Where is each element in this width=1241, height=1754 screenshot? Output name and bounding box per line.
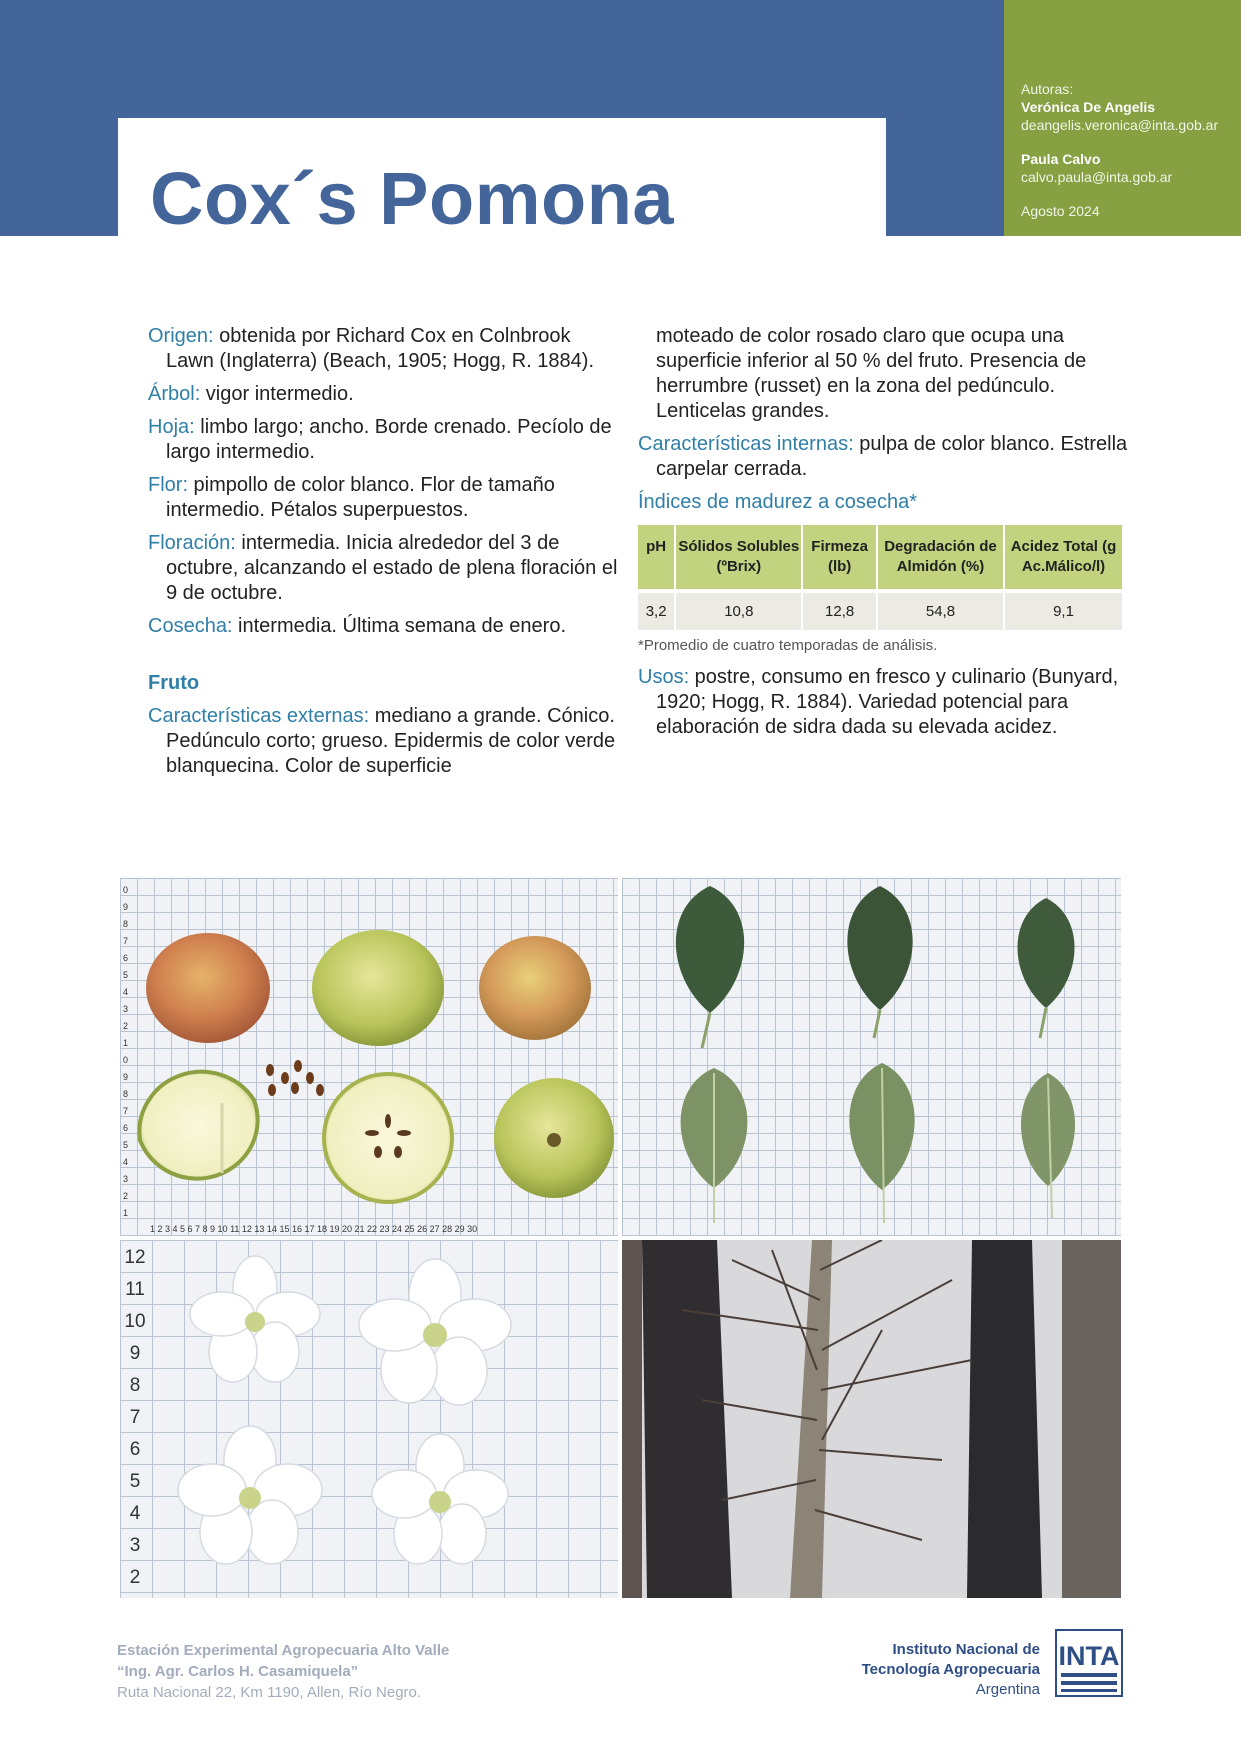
flower bbox=[178, 1426, 322, 1564]
tree-illustration bbox=[622, 1240, 1121, 1598]
author2-name: Paula Calvo bbox=[1021, 151, 1101, 167]
institute-country: Argentina bbox=[975, 1681, 1040, 1698]
table-header-cell: Degradación de Almidón (%) bbox=[878, 525, 1003, 589]
leaves-photo bbox=[622, 878, 1121, 1236]
authors-label: Autoras: bbox=[1021, 81, 1074, 97]
left-column bbox=[148, 324, 618, 787]
table-cell: 10,8 bbox=[676, 589, 801, 630]
usos-entry bbox=[638, 665, 1128, 740]
floracion-label: Floración: bbox=[148, 532, 236, 554]
externas-text: mediano a grande. Cónico. Pedúnculo corto; grueso. Epidermis de color verde blanquecina. Color de superficie bbox=[166, 705, 616, 777]
tree-photo bbox=[622, 1240, 1121, 1598]
internas-entry bbox=[638, 432, 1128, 482]
leaves-lower bbox=[681, 1063, 1075, 1223]
ruler-bottom: 1 2 3 4 5 6 7 8 9 10 11 12 13 14 15 16 17 18 19 20 21 22 23 24 25 26 27 28 29 30 bbox=[150, 1224, 478, 1234]
author1-name: Verónica De Angelis bbox=[1021, 99, 1156, 115]
apple-whole-green bbox=[312, 930, 444, 1046]
hoja-label: Hoja: bbox=[148, 416, 195, 438]
author1-email[interactable]: deangelis.veronica@inta.gob.ar bbox=[1021, 117, 1219, 133]
maturity-index-table bbox=[636, 525, 1124, 630]
table-header-cell: Firmeza (lb) bbox=[803, 525, 876, 589]
table-header-cell: Acidez Total (g Ac.Málico/l) bbox=[1005, 525, 1122, 589]
flower bbox=[190, 1256, 320, 1382]
usos-text: postre, consumo en fresco y culinario (Bunyard, 1920; Hogg, R. 1884). Variedad potencial para elaboración de sidra dada su elevada acidez. bbox=[656, 666, 1119, 738]
institute-line1: Instituto Nacional de bbox=[892, 1641, 1040, 1658]
fruto-heading: Fruto bbox=[148, 672, 200, 694]
leaves-upper bbox=[676, 886, 1075, 1048]
apple-whole-blush bbox=[479, 936, 591, 1040]
station-address: Ruta Nacional 22, Km 1190, Allen, Río Negro. bbox=[117, 1684, 422, 1701]
inta-logo bbox=[1055, 1629, 1123, 1697]
arbol-text: vigor intermedio. bbox=[200, 383, 354, 405]
institute-info bbox=[810, 1640, 1040, 1700]
apple-half-cut bbox=[139, 1072, 257, 1179]
flor-label: Flor: bbox=[148, 474, 188, 496]
flor-entry bbox=[148, 473, 618, 523]
table-cell: 3,2 bbox=[638, 589, 674, 630]
station-name: Estación Experimental Agropecuaria Alto Valle bbox=[117, 1642, 450, 1659]
origen-label: Origen: bbox=[148, 325, 214, 347]
fruit-illustration bbox=[120, 878, 618, 1236]
station-subtitle: “Ing. Agr. Carlos H. Casamiquela” bbox=[117, 1663, 359, 1680]
internas-label: Características internas: bbox=[638, 433, 854, 455]
table-note: *Promedio de cuatro temporadas de análisis. bbox=[638, 637, 938, 654]
externas-entry bbox=[148, 704, 618, 779]
fruit-photo bbox=[120, 878, 618, 1236]
externas-label: Características externas: bbox=[148, 705, 370, 727]
cosecha-text: intermedia. Última semana de enero. bbox=[232, 615, 566, 637]
table-cell: 54,8 bbox=[878, 589, 1003, 630]
table-row bbox=[638, 589, 1122, 630]
author2-email[interactable]: calvo.paula@inta.gob.ar bbox=[1021, 169, 1173, 185]
hoja-text: limbo largo; ancho. Borde crenado. Pecíolo de largo intermedio. bbox=[166, 416, 612, 463]
table-header-row bbox=[638, 525, 1122, 589]
origen-entry bbox=[148, 324, 618, 374]
flower bbox=[372, 1434, 508, 1564]
flower bbox=[359, 1259, 511, 1405]
apple-whole-red bbox=[146, 933, 270, 1043]
table-cell: 9,1 bbox=[1005, 589, 1122, 630]
internas-text: pulpa de color blanco. Estrella carpelar cerrada. bbox=[656, 433, 1128, 480]
flor-text: pimpollo de color blanco. Flor de tamaño intermedio. Pétalos superpuestos. bbox=[166, 474, 555, 521]
flowers-illustration bbox=[120, 1240, 618, 1598]
ruler-left: 0 9 8 7 6 5 4 3 2 1 0 9 8 7 6 5 4 3 2 1 bbox=[122, 885, 128, 1218]
right-column bbox=[638, 324, 1128, 748]
publication-date: Agosto 2024 bbox=[1021, 203, 1100, 219]
windbreak-netting-right bbox=[967, 1240, 1042, 1598]
apple-cross-section bbox=[324, 1074, 452, 1202]
indices-heading: Índices de madurez a cosecha* bbox=[638, 491, 918, 513]
table-cell: 12,8 bbox=[803, 589, 876, 630]
station-info bbox=[117, 1640, 449, 1703]
windbreak-netting-left bbox=[642, 1240, 732, 1598]
externas-continued: moteado de color rosado claro que ocupa una superficie inferior al 50 % del fruto. Presencia de herrumbre (russet) en la zona del pedúnculo. Lenticelas grandes. bbox=[656, 325, 1087, 422]
table-header-cell: pH bbox=[638, 525, 674, 589]
seeds bbox=[266, 1060, 324, 1096]
flowers-photo bbox=[120, 1240, 618, 1598]
leaves-illustration bbox=[622, 878, 1121, 1236]
table-header-cell: Sólidos Solubles (ºBrix) bbox=[676, 525, 801, 589]
institute-line2: Tecnología Agropecuaria bbox=[861, 1661, 1040, 1678]
usos-label: Usos: bbox=[638, 666, 690, 688]
logo-text: INTA bbox=[1058, 1641, 1120, 1671]
origen-text: obtenida por Richard Cox en Colnbrook Lawn (Inglaterra) (Beach, 1905; Hogg, R. 1884). bbox=[166, 325, 595, 372]
authors-block bbox=[1021, 80, 1236, 220]
page-title: Cox´s Pomona bbox=[150, 157, 675, 240]
hoja-entry bbox=[148, 415, 618, 465]
arbol-entry bbox=[148, 382, 618, 407]
floracion-text: intermedia. Inicia alrededor del 3 de octubre, alcanzando el estado de plena floración el 9 de octubre. bbox=[166, 532, 618, 604]
floracion-entry bbox=[148, 531, 618, 606]
cosecha-entry bbox=[148, 614, 618, 639]
cosecha-label: Cosecha: bbox=[148, 615, 233, 637]
arbol-label: Árbol: bbox=[148, 383, 201, 405]
ruler-left: 12 11 10 9 8 7 6 5 4 3 2 bbox=[124, 1247, 146, 1588]
